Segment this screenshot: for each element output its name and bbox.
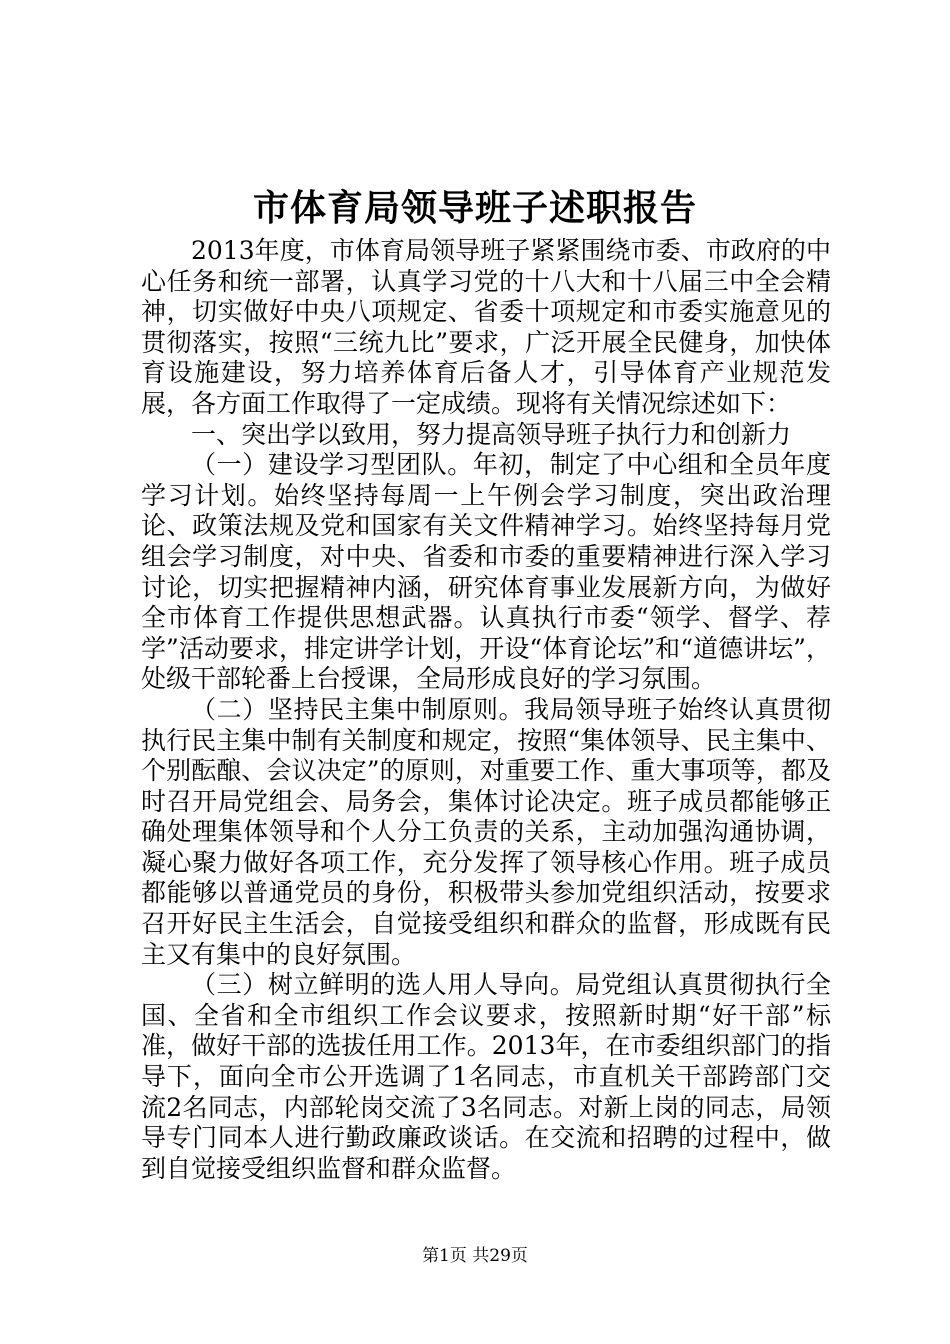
paragraph-personnel-selection: （三）树立鲜明的选人用人导向。局党组认真贯彻执行全国、全省和全市组织工作会议要求，按照新时期“好干部”标准，做好干部的选拔任用工作。2013年，在市委组织部门的指导下，面向全市公开选调了1名同志，市直机关干部跨部门交流2名同志，内部轮岗交流了3名同志。对新上岗的同志，局领导专门同本人进行勤政廉政谈话。在交流和招聘的过程中，做到自觉接受组织监督和群众监督。 (141, 970, 831, 1183)
paragraph-learning-team: （一）建设学习型团队。年初，制定了中心组和全员年度学习计划。始终坚持每周一上午例会学习制度，突出政治理论、政策法规及党和国家有关文件精神学习。始终坚持每月党组会学习制度，对中央、省委和市委的重要精神进行深入学习讨论，切实把握精神内涵，研究体育事业发展新方向，为做好全市体育工作提供思想武器。认真执行市委“领学、督学、荐学”活动要求，排定讲学计划，开设“体育论坛”和“道德讲坛”，处级干部轮番上台授课，全局形成良好的学习氛围。 (141, 450, 831, 694)
document-title: 市体育局领导班子述职报告 (252, 187, 697, 229)
paragraph-intro: 2013年度，市体育局领导班子紧紧围绕市委、市政府的中心任务和统一部署，认真学习党的十八大和十八届三中全会精神，切实做好中央八项规定、省委十项规定和市委实施意见的贯彻落实，按照“三统九比”要求，广泛开展全民健身，加快体育设施建设，努力培养体育后备人才，引导体育产业规范发展，各方面工作取得了一定成绩。现将有关情况综述如下： (141, 236, 831, 418)
page-number-footer: 第1页 共29页 (422, 1246, 528, 1266)
paragraph-democratic-centralism: （二）坚持民主集中制原则。我局领导班子始终认真贯彻执行民主集中制有关制度和规定，按照“集体领导、民主集中、个别酝酿、会议决定”的原则，对重要工作、重大事项等，都及时召开局党组会、局务会，集体讨论决定。班子成员都能够正确处理集体领导和个人分工负责的关系，主动加强沟通协调，凝心聚力做好各项工作，充分发挥了领导核心作用。班子成员都能够以普通党员的身份，积极带头参加党组织活动，按要求召开好民主生活会，自觉接受组织和群众的监督，形成既有民主又有集中的良好氛围。 (141, 694, 831, 969)
document-body (141, 236, 831, 1184)
section-heading-1: 一、突出学以致用，努力提高领导班子执行力和创新力 (191, 419, 792, 449)
